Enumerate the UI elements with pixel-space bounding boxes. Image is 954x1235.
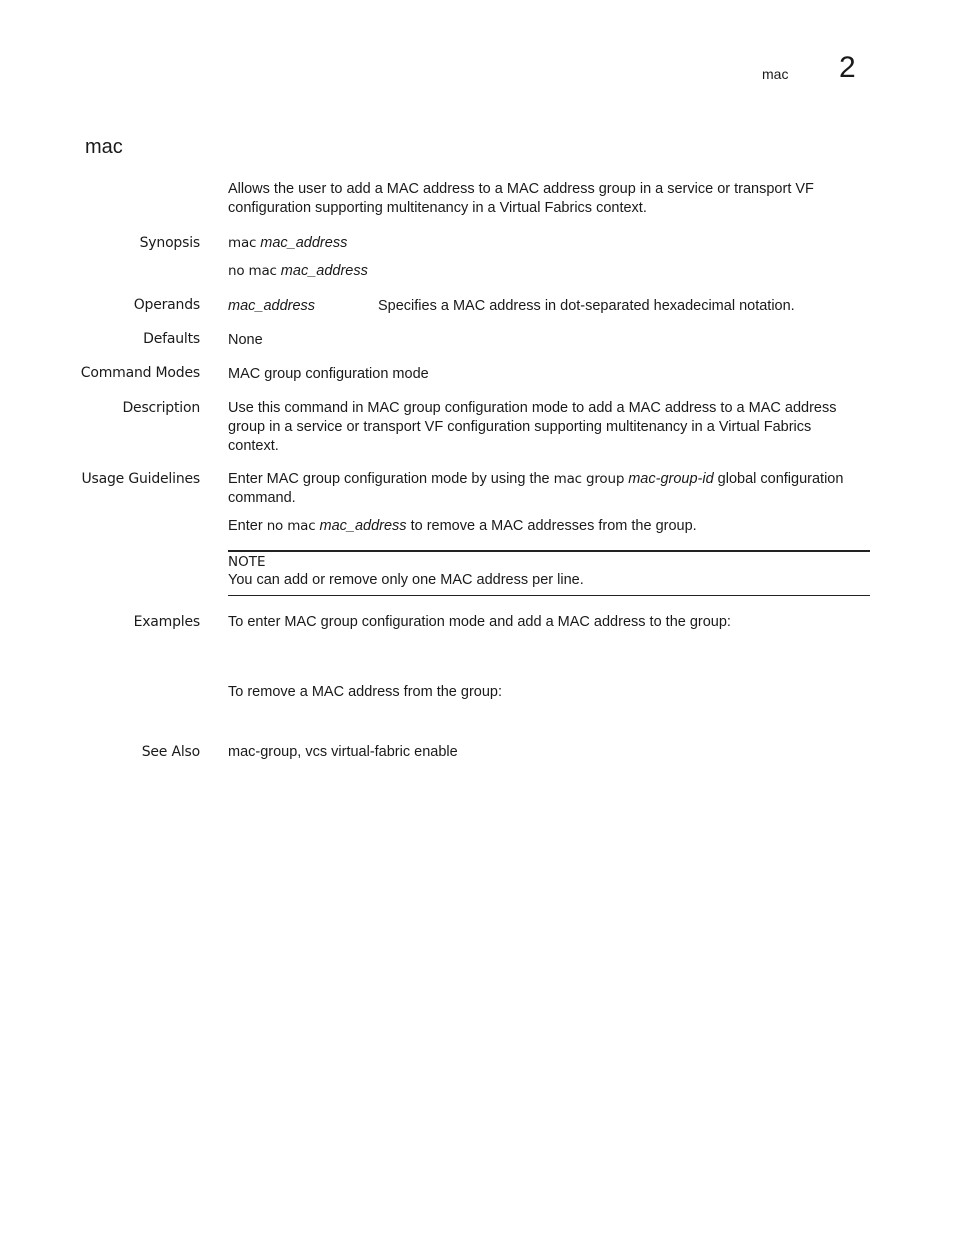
- usage-2-command: no mac: [266, 518, 316, 534]
- usage-2-argument: mac_address: [319, 518, 407, 534]
- description-text: Use this command in MAC group configuration mode to add a MAC address to a MAC address group in a service or transport VF configuration supporting multitenancy in a Virtual Fabrics context.: [228, 400, 837, 454]
- note-text: You can add or remove only one MAC address per line.: [228, 572, 584, 588]
- command-modes-value: MAC group configuration mode: [228, 366, 429, 382]
- usage-2-text-start: Enter: [228, 518, 263, 534]
- synopsis-line-1: [228, 234, 858, 253]
- defaults-label: Defaults: [143, 331, 200, 347]
- description-label: Description: [122, 400, 200, 416]
- operand-description: Specifies a MAC address in dot-separated hexadecimal notation.: [378, 298, 795, 314]
- usage-guidelines-label: Usage Guidelines: [81, 471, 200, 487]
- intro-text: Allows the user to add a MAC address to a MAC address group in a service or transport VF configuration supporting multitenancy in a Virtual Fabrics context.: [228, 181, 814, 216]
- usage-argument: mac-group-id: [628, 471, 714, 487]
- synopsis-no-command: no mac: [228, 263, 277, 279]
- command-modes-label: Command Modes: [80, 365, 200, 381]
- operands-label: Operands: [133, 297, 200, 313]
- chapter-number: 2: [839, 51, 856, 84]
- synopsis-no-argument: mac_address: [280, 263, 368, 279]
- usage-command: mac group: [553, 471, 625, 487]
- note-top-rule: [228, 550, 870, 552]
- usage-paragraph-2: [228, 517, 858, 536]
- see-also-text: mac-group, vcs virtual-fabric enable: [228, 744, 458, 760]
- usage-text-end: global configuration command.: [228, 471, 844, 506]
- running-header-label: mac: [762, 66, 789, 82]
- usage-paragraph-1: [228, 470, 858, 508]
- synopsis-label: Synopsis: [139, 235, 200, 251]
- see-also-label: See Also: [141, 744, 200, 760]
- examples-text-2: To remove a MAC address from the group:: [228, 684, 503, 700]
- usage-text-start: Enter MAC group configuration mode by using the: [228, 471, 550, 487]
- operand-name: mac_address: [228, 298, 316, 314]
- defaults-value: None: [228, 332, 263, 348]
- page-title: mac: [85, 136, 123, 158]
- examples-label: Examples: [133, 614, 200, 630]
- synopsis-line-2: [228, 262, 858, 281]
- examples-text-1: To enter MAC group configuration mode and add a MAC address to the group:: [228, 614, 731, 630]
- note-title: NOTE: [228, 554, 266, 570]
- note-bottom-rule: [228, 595, 870, 596]
- synopsis-argument: mac_address: [260, 235, 348, 251]
- usage-2-text-end: to remove a MAC addresses from the group.: [410, 518, 697, 534]
- synopsis-command: mac: [228, 235, 257, 251]
